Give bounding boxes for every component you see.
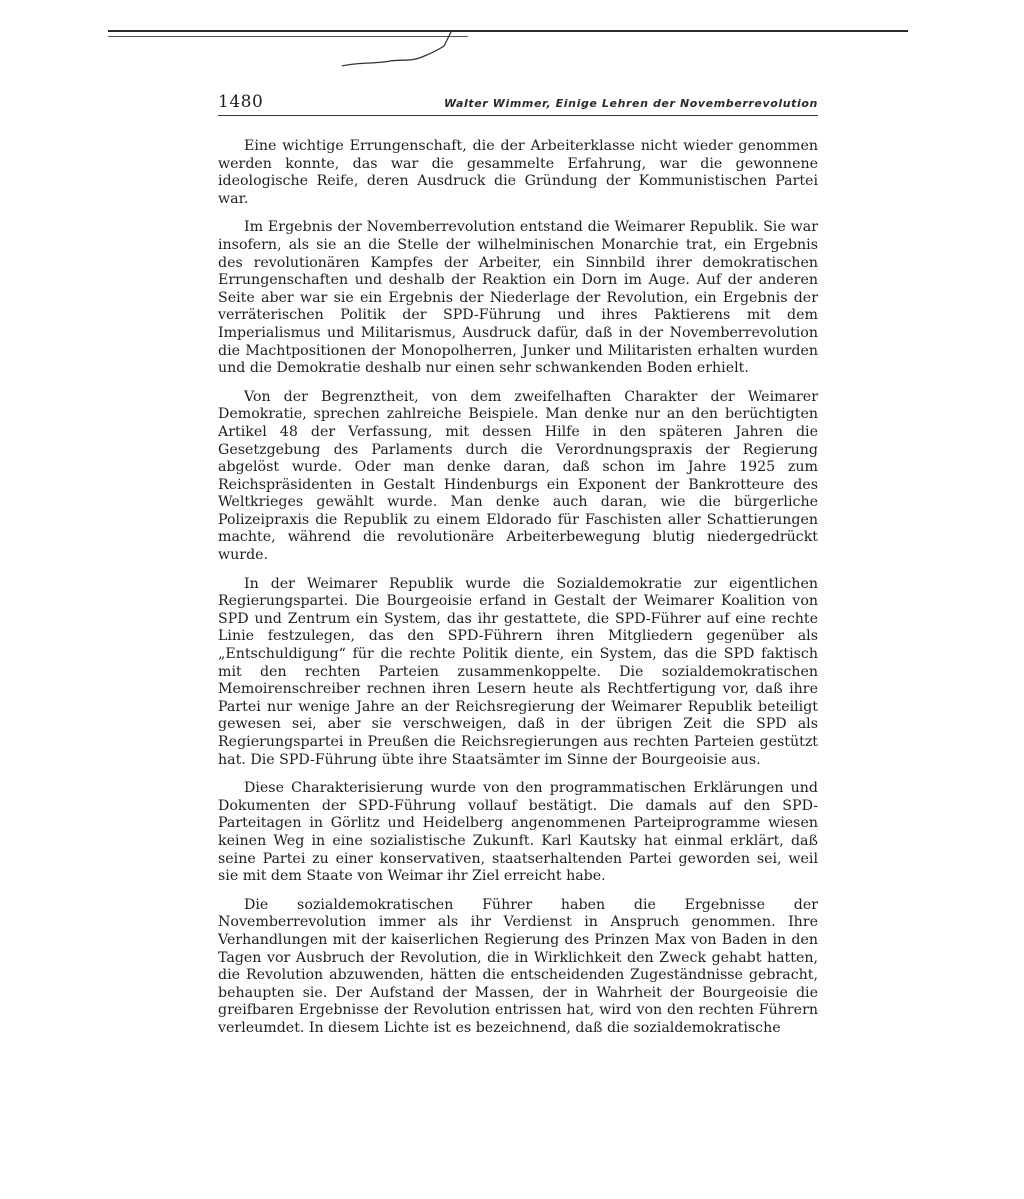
pencil-mark: [340, 26, 460, 76]
body-text: [218, 138, 818, 1038]
paragraph: Von der Begrenztheit, von dem zweifelhaften Charakter der Weimarer Demokratie, sprechen zahlreiche Beispiele. Man denke nur an den berüchtigten Artikel 48 der Verfassung, mit dessen Hilfe in den späteren Jahren die Gesetzgebung des Parlaments durch die Verordnungspraxis der Regierung abgelöst wurde. Oder man denke daran, daß schon im Jahre 1925 zum Reichspräsidenten in Gestalt Hindenburgs ein Exponent der Bankrotteure des Weltkrieges gewählt wurde. Man denke auch daran, wie die bürgerliche Polizeipraxis die Republik zu einem Eldorado für Faschisten aller Schattierungen machte, während die revolutionäre Arbeiterbewegung blutig niedergedrückt wurde.: [218, 388, 818, 564]
page-number: 1480: [218, 92, 264, 112]
paragraph: Im Ergebnis der Novemberrevolution entstand die Weimarer Republik. Sie war insofern, als sie an die Stelle der wilhelminischen Monarchie trat, ein Ergebnis des revolutionären Kampfes der Arbeiter, ein Sinnbild ihrer demokratischen Errungenschaften und deshalb der Reaktion ein Dorn im Auge. Auf der anderen Seite aber war sie ein Ergebnis der Niederlage der Revolution, ein Ergebnis der verräterischen Politik der SPD-Führung und ihres Paktierens mit dem Imperialismus und Militarismus, Ausdruck dafür, daß in der Novemberrevolution die Machtpositionen der Monopolherren, Junker und Militaristen erhalten wurden und die Demokratie deshalb nur einen sehr schwankenden Boden erhielt.: [218, 219, 818, 377]
document-page: [218, 92, 818, 1049]
paragraph: Diese Charakterisierung wurde von den programmatischen Erklärungen und Dokumenten der SPD-Führung vollauf bestätigt. Die damals auf den SPD-Parteitagen in Görlitz und Heidelberg angenommenen Parteiprogramme wiesen keinen Weg in eine sozialistische Zukunft. Karl Kautsky hat einmal erklärt, daß seine Partei zu einer konservativen, staatserhaltenden Partei geworden sei, weil sie mit dem Staate von Weimar ihr Ziel erreicht habe.: [218, 780, 818, 885]
scan-border-line: [108, 30, 908, 32]
paragraph: Eine wichtige Errungenschaft, die der Arbeiterklasse nicht wieder genommen werden konnte, das war die gesammelte Erfahrung, war die gewonnene ideologische Reife, deren Ausdruck die Gründung der Kommunistischen Partei war.: [218, 138, 818, 207]
page-header: [218, 92, 818, 116]
paragraph: Die sozialdemokratischen Führer haben die Ergebnisse der Novemberrevolution immer als ihr Verdienst in Anspruch genommen. Ihre Verhandlungen mit der kaiserlichen Regierung des Prinzen Max von Baden in den Tagen vor Ausbruch der Revolution, die in Wirklichkeit den Zweck gehabt hatten, die Revolution abzuwenden, hätten die entscheidenden Zugeständnisse gebracht, behaupten sie. Der Aufstand der Massen, der in Wahrheit der Bourgeoisie die greifbaren Ergebnisse der Revolution entrissen hat, wird von den rechten Führern verleumdet. In diesem Lichte ist es bezeichnend, daß die sozialdemokratische: [218, 896, 818, 1036]
paragraph: In der Weimarer Republik wurde die Sozialdemokratie zur eigentlichen Regierungspartei. Die Bourgeoisie erfand in Gestalt der Weimarer Koalition von SPD und Zentrum ein System, das ihr gestattete, die SPD-Führer auf eine rechte Linie festzulegen, das den SPD-Führern ihren Mitgliedern gegenüber als „Entschuldigung“ für die rechte Politik diente, ein System, das die SPD faktisch mit den rechten Parteien zusammenkoppelte. Die sozialdemokratischen Memoirenschreiber rechnen ihren Lesern heute als Rechtfertigung vor, daß ihre Partei nur wenige Jahre an der Reichsregierung der Weimarer Republik beteiligt gewesen sei, aber sie verschweigen, daß in der übrigen Zeit die SPD als Regierungspartei in Preußen die Reichsregierungen aus rechten Parteien gestützt hat. Die SPD-Führung übte ihre Staatsämter im Sinne der Bourgeoisie aus.: [218, 575, 818, 768]
running-title: Walter Wimmer, Einige Lehren der Novemberrevolution: [444, 97, 818, 110]
